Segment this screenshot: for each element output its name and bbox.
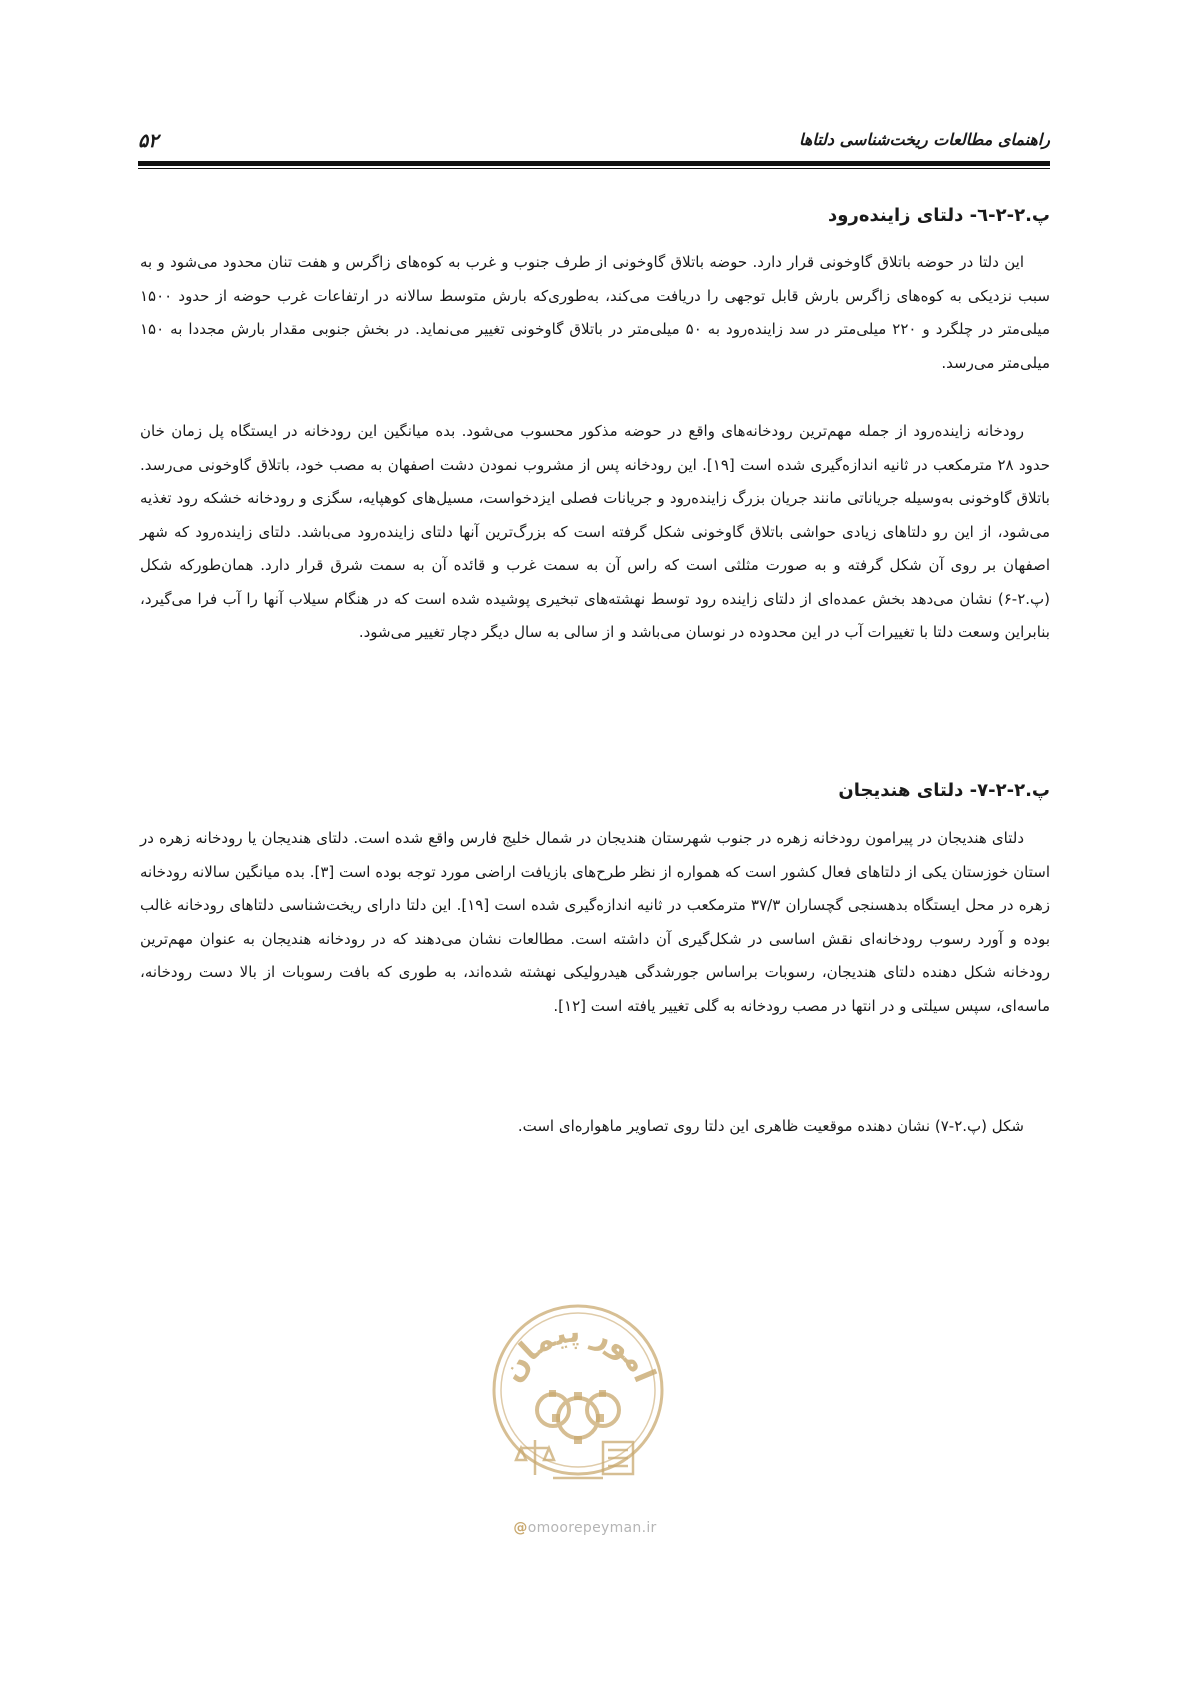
paragraph-zayandehrud-2: رودخانه زاینده‌رود از جمله مهم‌ترین رودخانه‌های واقع در حوضه مذکور محسوب می‌شود. بده میانگین این رودخانه در ایستگاه پل زمان خان حدود ۲۸ مترمکعب در ثانیه اندازه‌گیری شده است [۱۹]. این رودخانه پس از مشروب نمودن دشت اصفهان به مصب خود، باتلاق گاوخونی می‌رسد. باتلاق گاوخونی به‌وسیله جریاناتی مانند جریان بزرگ زاینده‌رود و جریانات فصلی ایزدخواست، مسیل‌های کوهپایه، سگزی و رودخانه خشکه رود تغذیه می‌شود، از این رو دلتاهای زیادی حواشی باتلاق گاوخونی شکل گرفته است که بزرگ‌ترین آنها دلتای زاینده‌رود می‌باشد. دلتای زاینده‌رود که شهر اصفهان بر روی آن شکل گرفته و به صورت مثلثی است که راس آن به سمت غرب و قائده آن به سمت شرق قرار دارد. همان‌طورکه شکل (پ.۲-۶) نشان می‌دهد بخش عمده‌ای از دلتای زاینده رود توسط نهشته‌های تبخیری پوشیده شده است که در هنگام سیلاب آنها را آب فرا می‌گیرد، بنابراین وسعت دلتا با تغییرات آب در این محدوده در نوسان می‌باشد و از سالی به سال دیگر دچار تغییر می‌شود. xyxy=(140,422,1050,641)
section-heading-hendijan: پ.۲-۲-۷- دلتای هندیجان xyxy=(838,780,1050,801)
running-title: راهنمای مطالعات ریخت‌شناسی دلتاها xyxy=(799,130,1050,149)
paragraph-zayandehrud-1: این دلتا در حوضه باتلاق گاوخونی قرار دارد. حوضه باتلاق گاوخونی از طرف جنوب و غرب به کوه‌های زاگرس و هفت تنان محدود می‌شود و به سبب نزدیکی به کوه‌های زاگرس بارش قابل توجهی را دریافت می‌کند، به‌طوری‌که بارش متوسط سالانه در ارتفاعات غرب حوضه از حدود ۱۵۰۰ میلی‌متر در چلگرد و ۲۲۰ میلی‌متر در سد زاینده‌رود به ۵۰ میلی‌متر در باتلاق گاوخونی تغییر می‌نماید. در بخش جنوبی مقدار بارش مجددا به ۱۵۰ میلی‌متر می‌رسد. xyxy=(140,253,1050,372)
page-header xyxy=(138,124,1050,156)
watermark-at-symbol: @ xyxy=(513,1520,528,1536)
header-rule-thick xyxy=(138,161,1050,166)
svg-text:امور پیمان xyxy=(494,1314,662,1388)
paragraph-hendijan-1: دلتای هندیجان در پیرامون رودخانه زهره در جنوب شهرستان هندیجان در شمال خلیج فارس واقع شده است. دلتای هندیجان یا رودخانه زهره در استان خوزستان یکی از دلتاهای فعال کشور است که همواره از نظر طرح‌های بازیافت اراضی مورد توجه بوده است [۳]. بده میانگین سالانه رودخانه زهره در محل ایستگاه بدهسنجی گچساران ۳۷/۳ مترمکعب در ثانیه اندازه‌گیری شده است [۱۹]. این دلتا دارای ریخت‌شناسی دلتاهای رودخانه غالب بوده و آورد رسوب رودخانه‌ای نقش اساسی در شکل‌گیری آن داشته است. مطالعات نشان می‌دهند که در رودخانه هندیجان به عنوان مهم‌ترین رودخانه شکل دهنده دلتای هندیجان، رسوبات براساس جورشدگی هیدرولیکی نهشته شده‌اند، به طوری که بافت رسوبات از بالا دست رودخانه، ماسه‌ای، سپس سیلتی و در انتها در مصب رودخانه به گلی تغییر یافته است [۱۲]. xyxy=(140,829,1050,1015)
page-number: ۵۲ xyxy=(138,130,159,152)
watermark-site-url: omoorepeyman.ir xyxy=(527,1520,657,1536)
watermark-site xyxy=(490,1520,680,1536)
watermark-logo-text: امور پیمان xyxy=(494,1314,663,1389)
header-rule-thin xyxy=(138,168,1050,169)
watermark-seal-icon xyxy=(483,1290,673,1500)
watermark-logo xyxy=(483,1290,673,1500)
section-heading-zayandehrud: پ.۲-۲-٦- دلتای زاینده‌رود xyxy=(828,205,1050,226)
paragraph-hendijan-2: شکل (پ.۲-۷) نشان دهنده موقعیت ظاهری این دلتا روی تصاویر ماهواره‌ای است. xyxy=(517,1117,1024,1135)
